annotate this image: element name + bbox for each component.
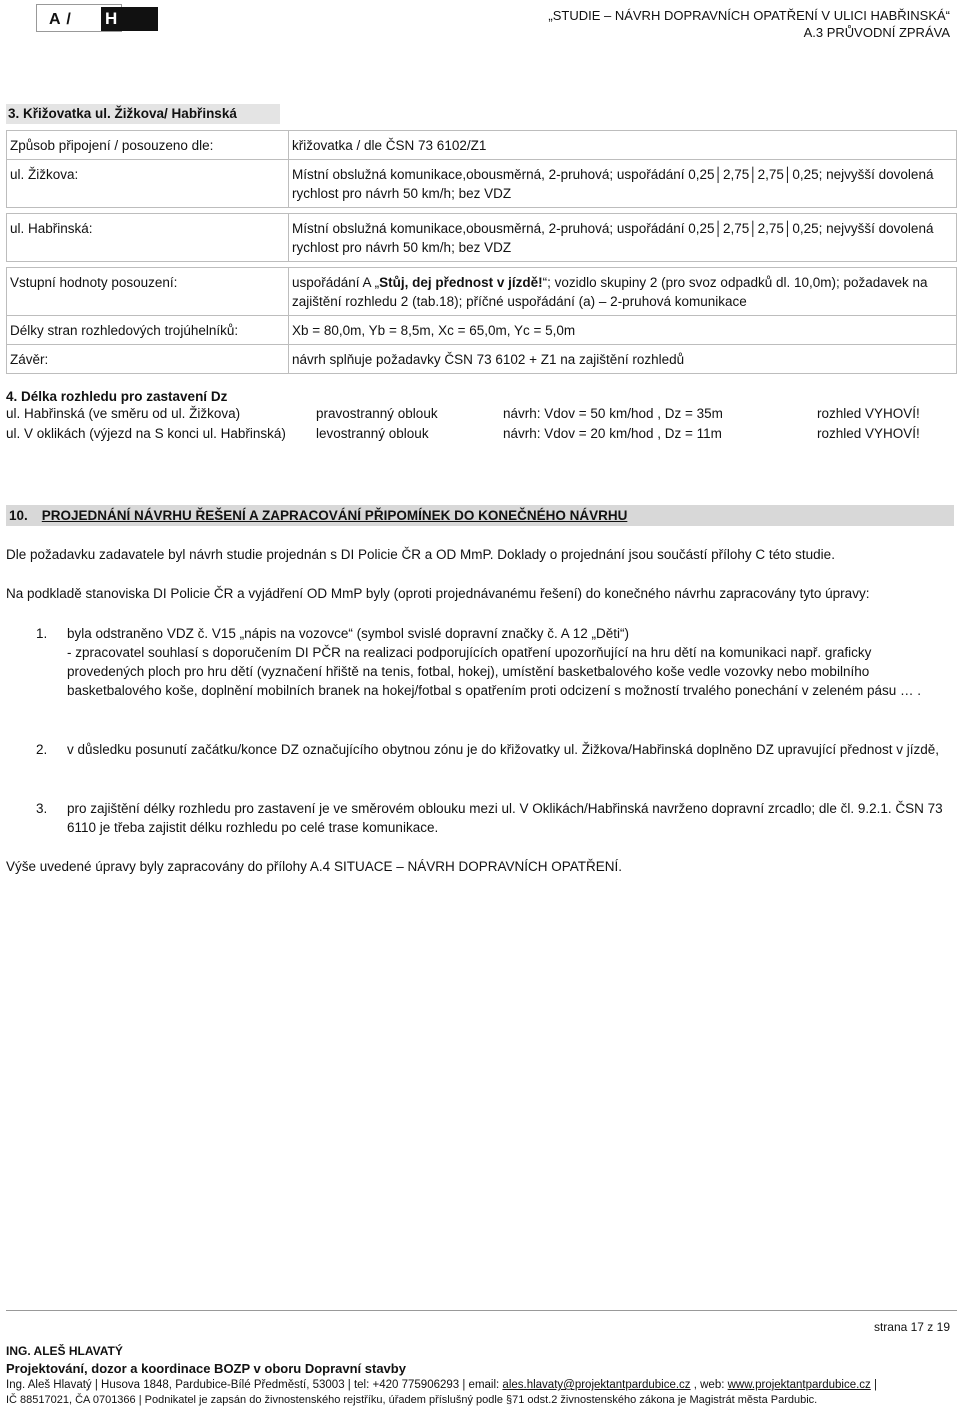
row-key: ul. Žižkova: [7,160,289,208]
dz-result: rozhled VYHOVÍ! [817,406,920,421]
section-10-heading [6,505,954,526]
list-item-detail: - zpracovatel souhlasí s doporučením DI PČR na realizaci podporujících opatření upozorňující na hru dětí na komunikaci např. graficky provedených ploch pro hru dětí (vyznačení hřiště na tenis, fotbal, hokej), umístění basketbalového koše vedle vozovky nebo mobilního basketbalového koše, doplnění mobilních branek na hokej/fotbal s opatřením proti odcizení s možností trvalého ponechání v zeleném pásu … . [67,645,922,698]
dz-street: ul. Habřinská (ve směru od ul. Žižkova) [6,406,241,421]
company-logo [36,4,122,32]
row-value: Místní obslužná komunikace,obousměrná, 2-pruhová; uspořádání 0,25│2,75│2,75│0,25; nejvyšší dovolená rychlost pro návrh 50 km/h; bez VDZ [289,214,957,262]
table-row [7,160,957,208]
row-value: návrh splňuje požadavky ČSN 73 6102 + Z1 na zajištění rozhledů [289,345,957,374]
footer-legal: IČ 88517021, ČA 0701366 | Podnikatel je zapsán do živnostenského rejstříku, úřadem příslušný podle §71 odst.2 živnostenského zákona je Magistrát města Pardubic. [6,1394,818,1406]
page-number: strana 17 z 19 [873,1320,950,1334]
footer-role: Projektování, dozor a koordinace BOZP v oboru Dopravní stavby [6,1361,406,1376]
dz-result: rozhled VYHOVÍ! [817,426,920,441]
value-pre: uspořádání A „ [292,275,380,290]
table-row [7,214,957,262]
contact-text: , web: [690,1379,728,1391]
table-row [7,316,957,345]
row-key: Způsob připojení / posouzeno dle: [7,131,289,160]
section-title: PROJEDNÁNÍ NÁVRHU ŘEŠENÍ A ZAPRACOVÁNÍ PŘIPOMÍNEK DO KONEČNÉHO NÁVRHU [41,508,628,523]
list-item-number: 2. [36,742,48,757]
section-number: 10. [9,508,28,523]
table-row [7,345,957,374]
table-row [7,268,957,316]
email-link[interactable]: ales.hlavaty@projektantpardubice.cz [502,1379,691,1391]
list-item-text: v důsledku posunutí začátku/konce DZ označujícího obytnou zónu je do křižovatky ul. Žižkova/Habřinská doplněno DZ upravující přednost v jízdě, [67,742,939,757]
logo-text-h: H [101,7,158,31]
row-key: Závěr: [7,345,289,374]
section-4-heading: 4. Délka rozhledu pro zastavení Dz [6,389,228,404]
footer-divider [6,1310,957,1311]
list-item-text: byla odstraněno VDZ č. V15 „nápis na vozovce“ (symbol svislé dopravní značky č. A 12 „Děti“) [67,626,629,641]
value-post: “; vozidlo skupiny 2 (pro svoz odpadků dl. 10,0m); požadavek na zajištění rozhledu 2 (tab.18); příčné uspořádání (a) – 2-pruhová komunikace [292,275,928,309]
row-value: Xb = 80,0m, Yb = 8,5m, Xc = 65,0m, Yc = 5,0m [289,316,957,345]
table-row [7,131,957,160]
section-3-heading: 3. Křižovatka ul. Žižkova/ Habřinská [6,104,280,124]
list-item-number: 1. [36,626,48,641]
paragraph: Výše uvedené úpravy byly zapracovány do přílohy A.4 SITUACE – NÁVRH DOPRAVNÍCH OPATŘENÍ. [6,859,622,874]
document-title: „STUDIE – NÁVRH DOPRAVNÍCH OPATŘENÍ V ULICI HABŘINSKÁ“ [548,8,950,23]
logo-text-a: A / [49,11,72,28]
row-value [289,268,957,316]
footer-name: ING. ALEŠ HLAVATÝ [6,1344,123,1358]
contact-text: | [870,1379,877,1391]
sign-name: Stůj, dej přednost v jízdě! [379,275,543,290]
paragraph: Na podkladě stanoviska DI Policie ČR a vyjádření OD MmP byly (oproti projednávanému řešení) do konečného návrhu zapracovány tyto úpravy: [6,586,870,601]
row-value: křižovatka / dle ČSN 73 6102/Z1 [289,131,957,160]
list-item [67,624,949,700]
paragraph: Dle požadavku zadavatele byl návrh studie projednán s DI Policie ČR a OD MmP. Doklady o projednání jsou součástí přílohy C této studie. [6,547,835,562]
row-value: Místní obslužná komunikace,obousměrná, 2-pruhová; uspořádání 0,25│2,75│2,75│0,25; nejvyšší dovolená rychlost pro návrh 50 km/h; bez VDZ [289,160,957,208]
row-key: ul. Habřinská: [7,214,289,262]
dz-design: návrh: Vdov = 20 km/hod , Dz = 11m [503,426,722,441]
dz-street: ul. V oklikách (výjezd na S konci ul. Habřinská) [6,426,286,441]
contact-text: Ing. Aleš Hlavatý | Husova 1848, Pardubice-Bílé Předměstí, 53003 | tel: +420 775906293 | email: [6,1379,503,1391]
document-header [548,7,950,41]
list-item-text: pro zajištění délky rozhledu pro zastavení je ve směrovém oblouku mezi ul. V Oklikách/Habřinská navrženo dopravní zrcadlo; dle čl. 9.2.1. ČSN 73 6110 je třeba zajistit délku rozhledu po celé trase komunikace. [67,801,943,835]
dz-curve: pravostranný oblouk [316,406,438,421]
intersection-table [6,130,957,374]
dz-design: návrh: Vdov = 50 km/hod , Dz = 35m [503,406,723,421]
dz-curve: levostranný oblouk [316,426,429,441]
row-key: Vstupní hodnoty posouzení: [7,268,289,316]
document-subtitle: A.3 PRŮVODNÍ ZPRÁVA [803,25,950,40]
web-link[interactable]: www.projektantpardubice.cz [727,1379,871,1391]
list-item-number: 3. [36,801,48,816]
row-key: Délky stran rozhledových trojúhelníků: [7,316,289,345]
